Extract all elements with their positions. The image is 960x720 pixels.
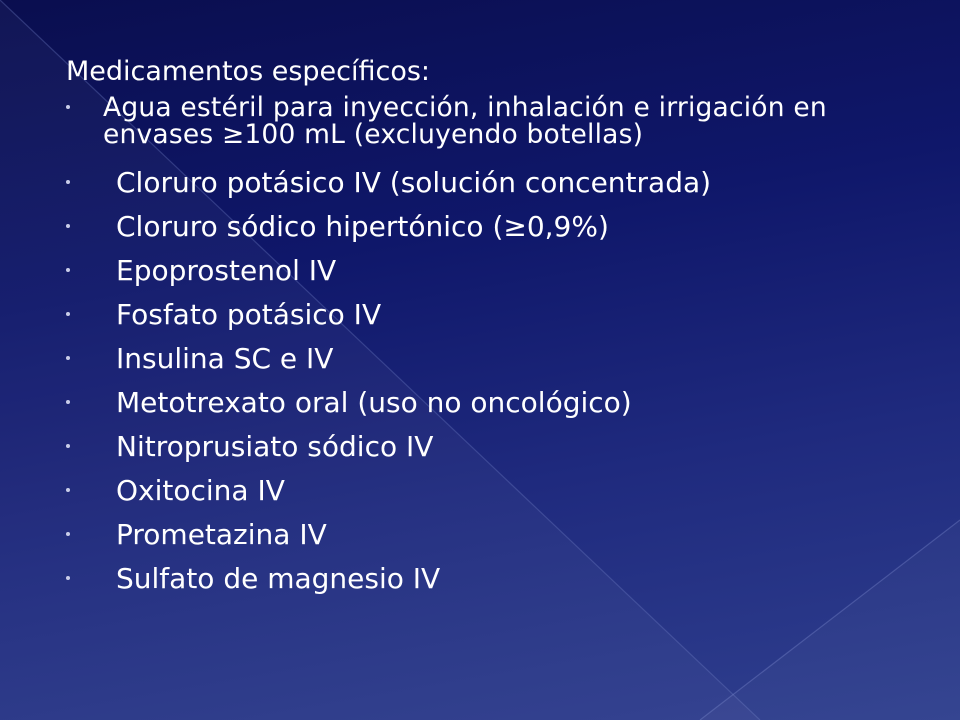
bullet-icon	[66, 312, 70, 316]
list-item	[66, 561, 896, 597]
list-item	[66, 341, 896, 377]
list-item	[66, 517, 896, 553]
bullet-icon	[66, 224, 70, 228]
bullet-icon	[66, 488, 70, 492]
bullet-icon	[66, 576, 70, 580]
list-item-label: Oxitocina IV	[116, 474, 285, 507]
list-item	[66, 94, 896, 148]
list-item	[66, 209, 896, 245]
list-item-label: Sulfato de magnesio IV	[116, 562, 441, 595]
bullet-icon	[66, 356, 70, 360]
list-item-label: Prometazina IV	[116, 518, 327, 551]
list-item	[66, 297, 896, 333]
list-item	[66, 429, 896, 465]
list-item-label: Cloruro sódico hipertónico (≥0,9%)	[116, 210, 609, 243]
bullet-icon	[66, 180, 70, 184]
list-item-label: Insulina SC e IV	[116, 342, 334, 375]
bullet-icon	[66, 268, 70, 272]
list-item-label: Epoprostenol IV	[116, 254, 337, 287]
list-item	[66, 473, 896, 509]
list-item	[66, 253, 896, 289]
list-item	[66, 165, 896, 201]
list-item-label: Agua estéril para inyección, inhalación e irrigación en envases ≥100 mL (excluyendo botellas)	[103, 92, 827, 150]
list-item-label: Metotrexato oral (uso no oncológico)	[116, 386, 632, 419]
bullet-icon	[66, 444, 70, 448]
bullet-icon	[66, 105, 70, 109]
slide-content	[66, 52, 896, 605]
list-item	[66, 385, 896, 421]
medication-list	[66, 94, 896, 597]
slide-heading: Medicamentos específicos:	[66, 56, 431, 87]
list-item-label: Nitroprusiato sódico IV	[116, 430, 434, 463]
list-item-label: Cloruro potásico IV (solución concentrada)	[116, 166, 712, 199]
bullet-icon	[66, 532, 70, 536]
bullet-icon	[66, 400, 70, 404]
list-item-label: Fosfato potásico IV	[116, 298, 382, 331]
